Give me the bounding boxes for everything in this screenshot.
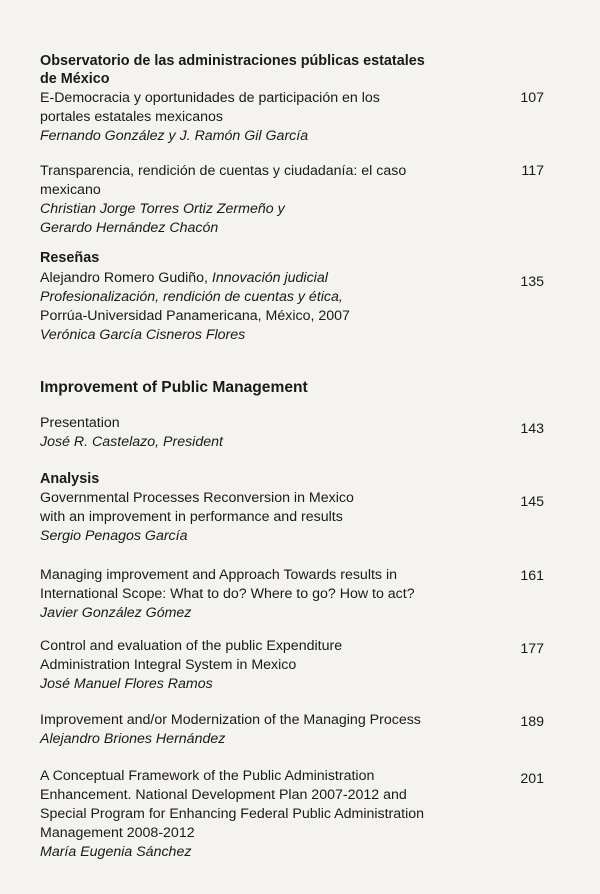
- entry-author: José Manuel Flores Ramos: [40, 676, 213, 692]
- page-number: 107: [520, 90, 544, 106]
- entry-title-line: with an improvement in performance and results: [40, 509, 343, 525]
- entry-title-line: International Scope: What to do? Where to go? How to act?: [40, 586, 415, 602]
- entry-title-line: Control and evaluation of the public Expenditure: [40, 638, 343, 654]
- section-heading-line: Analysis: [40, 471, 100, 487]
- page-number: 201: [520, 771, 544, 787]
- entry-author: Fernando González y J. Ramón Gil García: [40, 128, 309, 144]
- section-heading-line: Reseñas: [40, 250, 100, 266]
- toc-entry: [40, 162, 550, 238]
- page-number: 189: [520, 714, 544, 730]
- entry-title-line: E-Democracia y oportunidades de participación en los: [40, 90, 380, 106]
- toc-entry: [40, 566, 550, 623]
- page-number: 177: [520, 641, 544, 657]
- page-number: 135: [520, 274, 544, 290]
- entry-author: José R. Castelazo, President: [40, 434, 223, 450]
- page-number: 117: [521, 163, 544, 179]
- entry-title-line: Transparencia, rendición de cuentas y ciudadanía: el caso: [40, 163, 407, 179]
- entry-title-line: Improvement and/or Modernization of the Managing Process: [40, 712, 421, 728]
- entry-author: Sergio Penagos García: [40, 528, 188, 544]
- section-heading-line: Improvement of Public Management: [40, 379, 308, 396]
- toc-entry: [40, 711, 550, 749]
- entry-review-line: Alejandro Romero Gudiño, Innovación judicial: [40, 270, 328, 286]
- page-number: 161: [520, 568, 544, 584]
- entry-title-line: Governmental Processes Reconversion in Mexico: [40, 490, 354, 506]
- toc-entry: [40, 269, 550, 345]
- entry-title-line: Special Program for Enhancing Federal Public Administration: [40, 806, 425, 822]
- page-number: 143: [520, 421, 544, 437]
- entry-author: Verónica García Cisneros Flores: [40, 327, 246, 343]
- entry-title-line: Administration Integral System in Mexico: [40, 657, 297, 673]
- toc-entry: [40, 414, 550, 452]
- review-book-title: Innovación judicial: [211, 270, 328, 286]
- entry-title-line: Managing improvement and Approach Towards results in: [40, 567, 397, 583]
- section-heading-resenas: [40, 249, 550, 267]
- entry-title-line: Enhancement. National Development Plan 2007-2012 and: [40, 787, 407, 803]
- entry-title-line: Presentation: [40, 415, 120, 431]
- entry-title-line: mexicano: [40, 182, 101, 198]
- entry-title-line: portales estatales mexicanos: [40, 109, 223, 125]
- section-heading-analysis: [40, 470, 550, 488]
- toc-entry: [40, 489, 550, 546]
- entry-author: Javier González Gómez: [40, 605, 192, 621]
- entry-title-line: A Conceptual Framework of the Public Administration: [40, 768, 375, 784]
- section-heading-improvement: [40, 378, 550, 398]
- entry-title-line: Management 2008-2012: [40, 825, 195, 841]
- toc-entry: [40, 637, 550, 694]
- toc-entry: [40, 89, 550, 146]
- toc-entry: [40, 767, 550, 862]
- entry-author: Christian Jorge Torres Ortiz Zermeño y: [40, 201, 285, 217]
- section-heading-line: de México: [40, 71, 110, 87]
- entry-author: Alejandro Briones Hernández: [40, 731, 226, 747]
- section-heading-observatorio: [40, 52, 550, 88]
- page-number: 145: [520, 494, 544, 510]
- entry-author: María Eugenia Sánchez: [40, 844, 192, 860]
- entry-review-line: Porrúa-Universidad Panamericana, México, 2007: [40, 308, 350, 324]
- section-heading-line: Observatorio de las administraciones públicas estatales: [40, 53, 425, 69]
- entry-author: Gerardo Hernández Chacón: [40, 220, 219, 236]
- entry-review-line: Profesionalización, rendición de cuentas y ética,: [40, 289, 343, 305]
